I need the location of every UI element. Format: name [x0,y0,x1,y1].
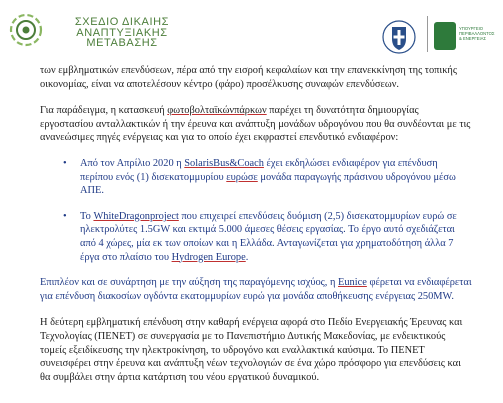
paragraph-eunice: Επιπλέον και σε συνάρτηση με την αύξηση της παραγόμενης ισχύος, η Eunice φέρεται να ενδιαφέρεται για επένδυση διακοσίων ογδόντα εκατομμυρίων ευρώ για μονάδα αποθήκευσης ενέργειας 250MW. [40,277,472,302]
document-header [0,0,503,62]
just-transition-logo-icon [8,12,44,48]
logo-title: ΣΧΕΔΙΟ ΔΙΚΑΙΗΣ ΑΝΑΠΤΥΞΙΑΚΗΣ ΜΕΤΑΒΑΣΗΣ [74,16,170,49]
hydrogen-europe-name: Hydrogen Europe [171,251,246,263]
ministry-emblem-icon [434,22,456,50]
investment-list [40,157,472,264]
bullet-icon: • [63,157,67,169]
ministry-logo [434,20,496,54]
greek-coat-of-arms-icon [381,19,417,55]
bullet-icon: • [63,210,67,222]
list-item-white-dragon: • Το WhiteDragonproject που επιχειρεί επενδύσεις δυόμιση (2,5) δισεκατομμυρίων ευρώ σε ηλεκτρολύτες 1.5GW και εκτιμά 5.000 άμεσες θέσεις εργασίας. Το έργο αυτό σχεδιάζεται από 4 χώρες, μία εκ των οποίων και η Ελλάδα. Ανταγωνίζεται για χρηματοδότηση άλλα 7 έργα στο πλαίσιο του Hydrogen Europe. [63,210,457,263]
solaris-name: SolarisBus&Coach [184,157,264,169]
header-divider [427,16,428,52]
white-dragon-name: WhiteDragonproject [93,210,179,222]
pv-parks-term: φωτοβολταϊκώνπάρκων [167,105,267,117]
paragraph-example: Για παράδειγμα, η κατασκευή φωτοβολταϊκώνπάρκων παρέχει τη δυνατότητα δημιουργίας εργοστασίου ανταλλακτικών ή την έρευνα και ανάπτυξη μονάδων υδρογόνου που θα συνδέονται με τις ανανεώσιμες πηγές ενέργειας και για το οποίο έχει εκφραστεί επενδυτικό ενδιαφέρον: [40,105,471,144]
paragraph-intro: των εμβληματικών επενδύσεων, πέρα από την εισροή κεφαλαίων και την επανεκκίνηση της τοπικής οικονομίας, είναι να αποτελέσουν κέντρο (φάρο) προσέλκυσης συναφών επενδύσεων. [40,65,457,90]
paragraph-penet: Η δεύτερη εμβληματική επένδυση στην καθαρή ενέργεια αφορά στο Πεδίο Ενεργειακής Έρευνας και Τεχνολογίας (ΠΕΝΕΤ) σε συνεργασία με το Πανεπιστήμιο Δυτικής Μακεδονίας, με ενδεικτικούς τομείς εξειδίκευσης την ηλεκτροκίνηση, το υδρογόνο και εναλλακτικά καύσιμα. Το ΠΕΝΕΤ συνεισφέρει στην έρευνα και ανάπτυξη νέων τεχνολογιών σε ένα χώρο πρόσφορο για επενδύσεις και θα συμβάλει στην άρτια κατάρτιση του νέου εργατικού δυναμικού. [40,317,463,383]
ministry-name: ΥΠΟΥΡΓΕΙΟ ΠΕΡΙΒΑΛΛΟΝΤΟΣ & ΕΝΕΡΓΕΙΑΣ [459,26,495,41]
list-item-solaris: • Από τον Απρίλιο 2020 η SolarisBus&Coach έχει εκδηλώσει ενδιαφέρον για επένδυση περίπου ενός (1) δισεκατομμυρίου ευρώσε μονάδα παραγωγής πράσινου υδρογόνου μέσω ΑΠΕ. [63,157,456,197]
document-body [40,64,472,384]
eunice-name: Eunice [338,277,367,289]
